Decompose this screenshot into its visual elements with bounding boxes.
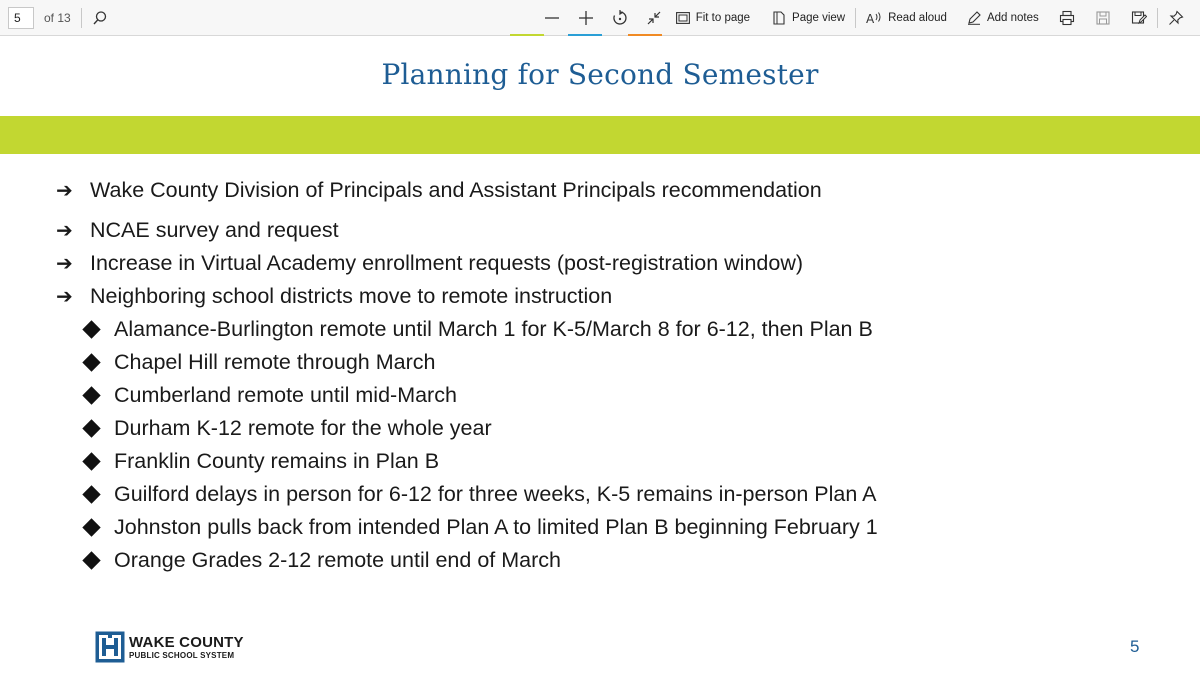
page-view-label: Page view	[792, 11, 846, 24]
bullet-text: Johnston pulls back from intended Plan A to limited Plan B beginning February 1	[114, 515, 878, 539]
add-notes-button[interactable]	[967, 6, 1039, 30]
bullet-list	[56, 174, 1176, 577]
fit-to-page-label: Fit to page	[695, 11, 751, 24]
accent-line-green	[510, 34, 544, 36]
page-number-value: 5	[14, 10, 21, 25]
sub-bullet-item	[56, 379, 1176, 412]
fullscreen-icon[interactable]	[646, 6, 662, 30]
sub-bullet-item	[56, 478, 1176, 511]
diamond-bullet-icon	[82, 485, 100, 503]
bullet-text: Durham K-12 remote for the whole year	[114, 416, 492, 440]
sub-bullet-item	[56, 544, 1176, 577]
bullet-text: Increase in Virtual Academy enrollment requests (post-registration window)	[90, 251, 804, 275]
logo-line-1: WAKE COUNTY	[129, 633, 244, 651]
page-total: of 13	[44, 10, 71, 25]
diamond-bullet-icon	[82, 353, 100, 371]
toolbar-divider	[81, 8, 82, 28]
save-as-icon[interactable]	[1131, 6, 1147, 30]
bullet-text: Franklin County remains in Plan B	[114, 449, 440, 473]
diamond-bullet-icon	[82, 518, 100, 536]
bullet-text: Neighboring school districts move to remote instruction	[90, 284, 613, 308]
slide-page-number: 5	[1130, 637, 1140, 656]
page-view-button[interactable]	[772, 6, 845, 30]
wcpss-emblem-icon	[95, 631, 125, 663]
add-notes-label: Add notes	[986, 11, 1039, 24]
bullet-text: Alamance-Burlington remote until March 1 for K-5/March 8 for 6-12, then Plan B	[114, 317, 873, 341]
accent-line-orange	[628, 34, 662, 36]
title-band	[0, 116, 1200, 154]
add-notes-icon	[967, 11, 981, 25]
arrow-bullet-icon: ➔	[56, 253, 73, 275]
save-icon[interactable]	[1095, 6, 1111, 30]
sub-bullet-item	[56, 412, 1176, 445]
pin-icon[interactable]	[1168, 6, 1184, 30]
diamond-bullet-icon	[82, 419, 100, 437]
bullet-text: Chapel Hill remote through March	[114, 350, 436, 374]
arrow-bullet-icon: ➔	[56, 220, 73, 242]
zoom-out-icon[interactable]	[544, 6, 560, 30]
sub-bullet-item	[56, 445, 1176, 478]
diamond-bullet-icon	[82, 452, 100, 470]
bullet-text: Wake County Division of Principals and Assistant Principals recommendation	[90, 178, 822, 202]
fit-page-icon	[676, 12, 690, 24]
bullet-item	[56, 247, 1176, 280]
toolbar-divider	[855, 8, 856, 28]
page-number-input[interactable]	[8, 7, 34, 29]
accent-line-blue	[568, 34, 602, 36]
arrow-bullet-icon: ➔	[56, 286, 73, 308]
print-icon[interactable]	[1059, 6, 1075, 30]
diamond-bullet-icon	[82, 551, 100, 569]
read-aloud-button[interactable]	[866, 6, 947, 30]
bullet-text: Cumberland remote until mid-March	[114, 383, 457, 407]
diamond-bullet-icon	[82, 386, 100, 404]
rotate-icon[interactable]	[612, 6, 628, 30]
bullet-text: Guilford delays in person for 6-12 for three weeks, K-5 remains in-person Plan A	[114, 482, 877, 506]
svg-text:A: A	[866, 11, 875, 25]
fit-to-page-button[interactable]	[676, 6, 750, 30]
bullet-item	[56, 280, 1176, 313]
search-icon[interactable]	[92, 6, 108, 30]
page-view-icon	[772, 11, 786, 25]
logo-line-2: PUBLIC SCHOOL SYSTEM	[129, 650, 235, 660]
sub-bullet-item	[56, 346, 1176, 379]
sub-bullet-item	[56, 313, 1176, 346]
toolbar-divider	[1157, 8, 1158, 28]
bullet-text: NCAE survey and request	[90, 218, 339, 242]
arrow-bullet-icon: ➔	[56, 180, 73, 202]
bullet-item	[56, 214, 1176, 247]
bullet-text: Orange Grades 2-12 remote until end of March	[114, 548, 561, 572]
read-aloud-label: Read aloud	[888, 11, 947, 24]
slide-title: Planning for Second Semester	[381, 58, 819, 91]
diamond-bullet-icon	[82, 320, 100, 338]
pdf-toolbar	[0, 0, 1200, 36]
bullet-item	[56, 174, 1176, 207]
logo-text	[129, 635, 244, 660]
wcpss-logo	[95, 631, 244, 663]
sub-bullet-item	[56, 511, 1176, 544]
zoom-in-icon[interactable]	[578, 6, 594, 30]
read-aloud-icon	[866, 11, 882, 25]
